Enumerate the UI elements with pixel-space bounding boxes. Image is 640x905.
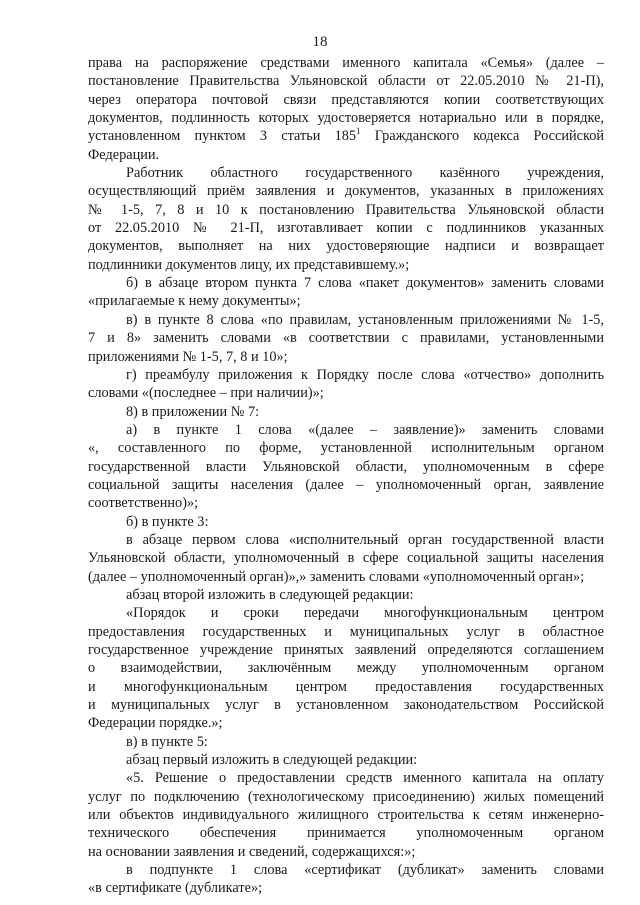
text-line: [88, 513, 604, 531]
text-line: [88, 861, 604, 879]
text-line: [88, 403, 604, 421]
text-line-content: б) в пункте 3:: [126, 513, 209, 530]
text-line-content: на основании заявления и сведений, содержащихся:»;: [88, 843, 416, 860]
text-line: [88, 568, 604, 586]
text-line: [88, 769, 604, 787]
text-line: [88, 182, 604, 200]
text-line: [88, 788, 604, 806]
text-line: [88, 292, 604, 310]
text-line-content: установленном пунктом 3 статьи 185: [88, 128, 357, 145]
text-line: [88, 54, 604, 72]
text-line-content: о взаимодействии, заключённым между уполномоченным органом: [88, 660, 604, 677]
text-line: [88, 421, 604, 439]
text-line-content: в) в пункте 5:: [126, 733, 208, 750]
text-line: [88, 843, 604, 861]
text-line: [88, 751, 604, 769]
text-line-content: и многофункциональным центром предоставления государственных: [88, 678, 604, 695]
text-line: [88, 806, 604, 824]
text-line: [88, 494, 604, 512]
text-line: [88, 237, 604, 255]
text-line-content: Работник областного государственного казённого учреждения,: [126, 165, 604, 182]
text-line-content: постановление Правительства Ульяновской области от 22.05.2010 № 21-П),: [88, 73, 604, 90]
text-line-content: № 1-5, 7, 8 и 10 к постановлению Правительства Ульяновской области: [88, 201, 604, 218]
superscript-index: 1: [356, 126, 361, 137]
text-line-content: «в сертификате (дубликате»;: [88, 880, 263, 897]
text-line-content: а) в пункте 1 слова «(далее – заявление)» заменить словами: [126, 421, 604, 438]
text-line: [88, 329, 604, 347]
text-line-content: Федерации порядке.»;: [88, 715, 223, 732]
text-line-content: абзац второй изложить в следующей редакции:: [126, 586, 414, 603]
text-line: [88, 879, 604, 897]
text-line-content: «, составленного по форме, установленной исполнительным органом: [88, 440, 604, 457]
text-line-content: социальной защиты населения (далее – уполномоченный орган, заявление: [88, 476, 604, 493]
text-line-content: и муниципальных услуг в установленном законодательством Российской: [88, 697, 604, 714]
text-line-content: от 22.05.2010 № 21-П, изготавливает копии с подлинников указанных: [88, 220, 604, 237]
text-line: [88, 348, 604, 366]
text-line-content: абзац первый изложить в следующей редакции:: [126, 752, 418, 769]
text-line: [88, 641, 604, 659]
text-line: [88, 72, 604, 90]
text-line-content: права на распоряжение средствами именного капитала «Семья» (далее –: [88, 55, 604, 71]
text-line-content: услуг по подключению (технологическому присоединению) жилых помещений: [88, 788, 604, 805]
text-line: [88, 201, 604, 219]
text-line-content: «5. Решение о предоставлении средств именного капитала на оплату: [126, 770, 604, 787]
text-line-content: государственное учреждение принятых заявлений определяются соглашением: [88, 642, 604, 658]
text-line-content: документов, подлинность которых удостоверяется нотариально или в порядке,: [88, 110, 604, 127]
text-line: [88, 127, 604, 145]
text-line-content: Федерации.: [88, 146, 160, 163]
text-line-content: приложениями № 1-5, 7, 8 и 10»;: [88, 348, 288, 365]
text-line: [88, 678, 604, 696]
text-line: [88, 256, 604, 274]
text-line-content: (далее – уполномоченный орган)»,» заменить словами «уполномоченный орган»;: [88, 568, 585, 585]
text-line-content: словами «(последнее – при наличии)»;: [88, 385, 324, 402]
text-line-content: подлинники документов лицу, их представившему.»;: [88, 256, 410, 273]
text-line: [88, 586, 604, 604]
text-line-content: 8) в приложении № 7:: [126, 403, 260, 420]
text-line: [88, 91, 604, 109]
text-line-content: предоставления государственных и муниципальных услуг в областное: [88, 623, 604, 640]
text-line: [88, 696, 604, 714]
text-line-content: б) в абзаце втором пункта 7 слова «пакет документов» заменить словами: [126, 275, 604, 292]
text-line: [88, 146, 604, 164]
text-line: [88, 458, 604, 476]
text-line-content: в) в пункте 8 слова «по правилам, установленным приложениями № 1-5,: [126, 311, 604, 328]
text-line: [88, 714, 604, 732]
text-line: [88, 164, 604, 182]
text-line: [88, 531, 604, 549]
text-line-content: г) преамбулу приложения к Порядку после слова «отчество» дополнить: [126, 366, 604, 383]
text-line-content: государственной власти Ульяновской области, уполномоченным в сфере: [88, 458, 604, 475]
text-line-content: «прилагаемые к нему документы»;: [88, 293, 301, 310]
text-line: [88, 366, 604, 384]
text-line: [88, 659, 604, 677]
text-line: [88, 604, 604, 622]
text-line-content: соответственно)»;: [88, 495, 199, 512]
text-line: [88, 623, 604, 641]
text-line-content: через оператора почтовой связи представляются копии соответствующих: [88, 91, 604, 108]
document-body: [88, 54, 604, 898]
text-line: [88, 439, 604, 457]
text-line-continuation: Гражданского кодекса Российской: [360, 128, 604, 145]
text-line-content: Ульяновской области, уполномоченный в сфере социальной защиты населения: [88, 550, 604, 567]
text-line-content: «Порядок и сроки передачи многофункциональным центром: [126, 605, 604, 622]
text-line-content: документов, выполняет на них удостоверяющие надписи и возвращает: [88, 238, 604, 255]
text-line: [88, 384, 604, 402]
page-number: 18: [312, 34, 328, 50]
text-line: [88, 219, 604, 237]
text-line-content: 7 и 8» заменить словами «в соответствии с правилами, установленными: [88, 330, 604, 347]
text-line-content: осуществляющий приём заявления и документов, указанных в приложениях: [88, 183, 604, 200]
text-line: [88, 311, 604, 329]
text-line-content: в подпункте 1 слова «сертификат (дубликат» заменить словами: [126, 862, 604, 879]
text-line: [88, 549, 604, 567]
text-line: [88, 733, 604, 751]
text-line: [88, 824, 604, 842]
text-line: [88, 476, 604, 494]
text-line-content: или объектов индивидуального жилищного строительства к сетям инженерно-: [88, 807, 604, 824]
text-line-content: в абзаце первом слова «исполнительный орган государственной власти: [126, 531, 604, 548]
text-line: [88, 274, 604, 292]
text-line-content: технического обеспечения принимается уполномоченным органом: [88, 825, 604, 842]
text-line: [88, 109, 604, 127]
